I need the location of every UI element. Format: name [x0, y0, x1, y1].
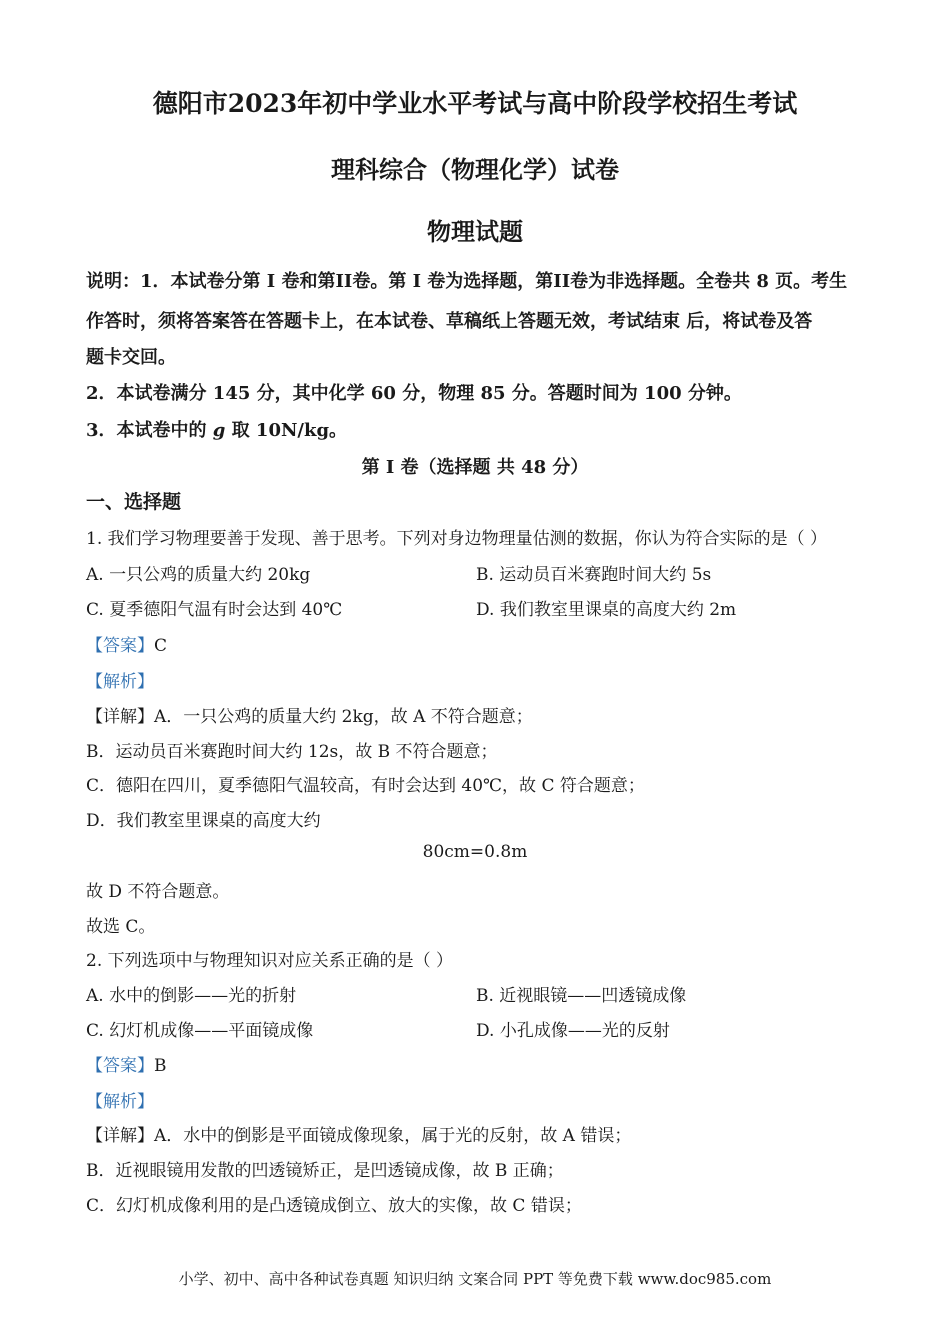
q2-detail-c: C．幻灯机成像利用的是凸透镜成倒立、放大的实像，故 C 错误； [86, 1196, 582, 1216]
instruction-5-suffix: 取 10N/kg。 [225, 420, 348, 441]
instruction-line-2: 作答时，须将答案答在答题卡上，在本试卷、草稿纸上答题无效，考试结束 后，将试卷及答 [86, 311, 813, 332]
q1-detail-a [86, 702, 533, 727]
part1-title: 第 I 卷（选择题 共 48 分） [361, 457, 589, 478]
q1-answer-label: 【答案】 [86, 636, 154, 656]
exam-title: 德阳市2023年初中学业水平考试与高中阶段学校招生考试 [152, 89, 798, 118]
q2-detail-a [86, 1121, 631, 1146]
q2-option-d: D. 小孔成像——光的反射 [476, 1021, 670, 1041]
q1-analysis-label: 【解析】 [86, 672, 154, 692]
section-title: 物理试题 [427, 217, 523, 246]
q2-answer-value: B [154, 1056, 167, 1076]
q1-option-d: D. 我们教室里课桌的高度大约 2m [476, 600, 737, 620]
exam-subtitle: 理科综合（物理化学）试卷 [331, 155, 619, 184]
q1-option-b: B. 运动员百米赛跑时间大约 5s [476, 565, 712, 585]
q1-detail-d2: 故 D 不符合题意。 [86, 882, 230, 902]
q2-option-a: A. 水中的倒影——光的折射 [86, 986, 297, 1006]
q2-option-b: B. 近视眼镜——凹透镜成像 [476, 986, 687, 1006]
instruction-line-3: 题卡交回。 [86, 347, 176, 368]
q1-formula: 80cm=0.8m [422, 842, 528, 862]
q1-detail-d: D．我们教室里课桌的高度大约 [86, 811, 321, 831]
q1-conclusion: 故选 C。 [86, 917, 156, 937]
instruction-5-prefix: 3．本试卷中的 [86, 420, 213, 441]
q2-detail-b: B．近视眼镜用发散的凹透镜矫正，是凹透镜成像，故 B 正确； [86, 1161, 564, 1181]
q1-option-c: C. 夏季德阳气温有时会达到 40℃ [86, 600, 343, 620]
q2-stem: 2. 下列选项中与物理知识对应关系正确的是（ ） [86, 951, 454, 971]
q1-detail-c: C．德阳在四川，夏季德阳气温较高，有时会达到 40℃，故 C 符合题意； [86, 776, 645, 796]
q1-answer-value: C [154, 636, 168, 656]
q1-stem: 1. 我们学习物理要善于发现、善于思考。下列对身边物理量估测的数据，你认为符合实际的是（ ） [86, 529, 828, 549]
instruction-line-5 [86, 416, 347, 442]
q1-detail-label: 【详解】 [86, 707, 154, 727]
q2-analysis-label: 【解析】 [86, 1092, 154, 1112]
instruction-line-4: 2．本试卷满分 145 分，其中化学 60 分，物理 85 分。答题时间为 100 分钟。 [86, 383, 742, 404]
q1-detail-b: B．运动员百米赛跑时间大约 12s，故 B 不符合题意； [86, 742, 498, 762]
q1-detail-a-text: A．一只公鸡的质量大约 2kg，故 A 不符合题意； [154, 707, 533, 727]
q2-option-c: C. 幻灯机成像——平面镜成像 [86, 1021, 314, 1041]
gravity-symbol: g [212, 420, 226, 441]
page-footer: 小学、初中、高中各种试卷真题 知识归纳 文案合同 PPT 等免费下载 www.doc985.com [178, 1270, 772, 1288]
q2-detail-a-text: A．水中的倒影是平面镜成像现象，属于光的反射，故 A 错误； [154, 1126, 632, 1146]
q1-answer [86, 631, 167, 656]
instruction-line-1: 说明：1．本试卷分第 I 卷和第II卷。第 I 卷为选择题，第II卷为非选择题。全卷共 8 页。考生 [86, 271, 848, 292]
q2-detail-label: 【详解】 [86, 1126, 154, 1146]
q1-option-a: A. 一只公鸡的质量大约 20kg [86, 565, 311, 585]
q2-answer-label: 【答案】 [86, 1056, 154, 1076]
section1-title: 一、选择题 [86, 491, 182, 513]
q2-answer [86, 1051, 167, 1076]
